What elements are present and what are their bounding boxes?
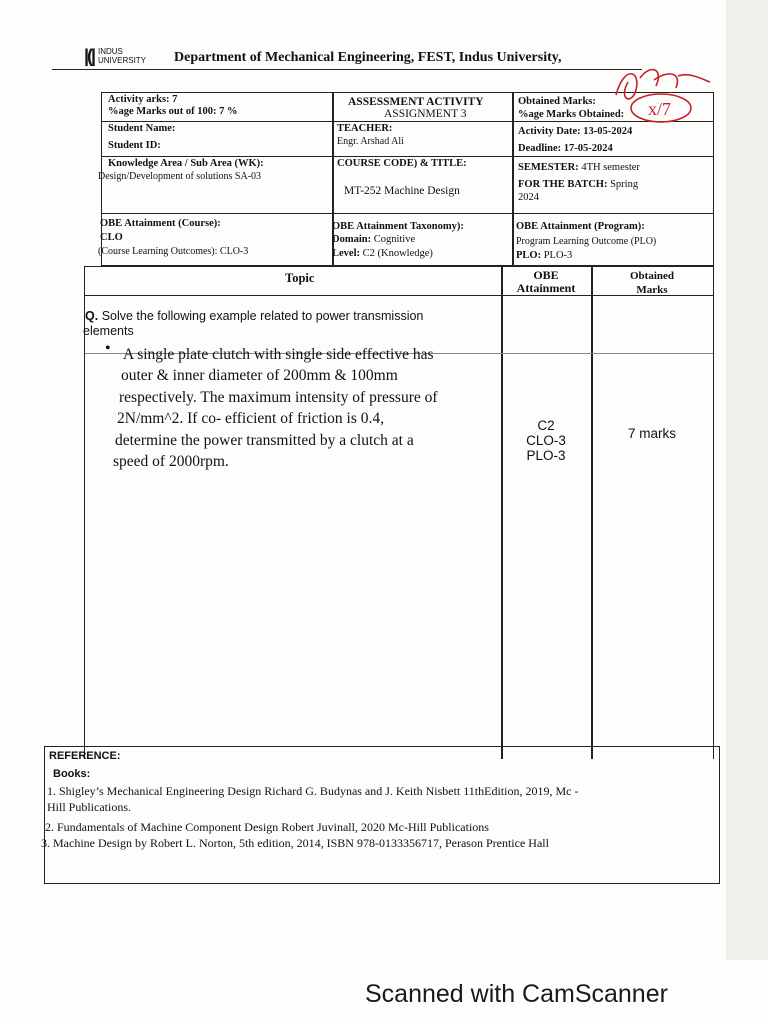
- course-label: COURSE CODE) & TITLE:: [337, 158, 467, 169]
- knowledge-area-value: Design/Development of solutions SA-03: [98, 171, 262, 182]
- percentage-marks: %age Marks out of 100: 7 %: [108, 106, 238, 117]
- logo-mark-icon: |(|: [84, 46, 95, 66]
- attain-c2: C2: [537, 418, 555, 433]
- reference-1-cont: Hill Publications.: [47, 800, 131, 814]
- problem-line-6: speed of 2000rpm.: [113, 453, 229, 470]
- obtained-marks: Obtained Marks:: [518, 96, 596, 107]
- batch-year: 2024: [518, 192, 539, 203]
- marks-value: 7 marks: [627, 426, 676, 441]
- attainment-values: [501, 418, 591, 463]
- activity-marks: Activity arks: 7: [108, 94, 178, 105]
- reference-box: [41, 746, 720, 884]
- logo-line-1: INDUS: [98, 47, 123, 56]
- plo: PLO: PLO-3: [516, 250, 573, 261]
- logo-line-2: UNIVERSITY: [98, 56, 147, 65]
- document-header: [82, 42, 622, 76]
- problem-line-1: A single plate clutch with single side effective has: [123, 346, 434, 363]
- percentage-obtained: %age Marks Obtained:: [518, 109, 625, 120]
- header-underline: [52, 69, 642, 70]
- problem-line-2: outer & inner diameter of 200mm & 100mm: [121, 367, 398, 384]
- question-prompt: Q. Solve the following example related to power transmission: [85, 309, 424, 323]
- teacher-name: Engr. Arshad Ali: [337, 136, 404, 147]
- level: Level: C2 (Knowledge): [332, 248, 433, 259]
- problem-line-3: respectively. The maximum intensity of pressure of: [119, 389, 438, 406]
- score-text: x/7: [648, 99, 672, 119]
- reference-3: 3. Machine Design by Robert L. Norton, 5th edition, 2014, ISBN 978-0133356717, Perason Prentice Hall: [41, 836, 549, 850]
- plo-description: Program Learning Outcome (PLO): [516, 236, 657, 247]
- clo-label: CLO: [100, 232, 123, 243]
- knowledge-area-label: Knowledge Area / Sub Area (WK):: [108, 158, 264, 169]
- semester: SEMESTER: 4TH semester: [518, 162, 640, 173]
- student-id: Student ID:: [108, 140, 161, 151]
- books-label: Books:: [53, 768, 91, 780]
- obe-taxonomy-label: OBE Attainment Taxonomy):: [332, 221, 464, 232]
- obe-attainment-header: OBE Attainment: [516, 268, 576, 295]
- obe-course-label: OBE Attainment (Course):: [100, 218, 221, 229]
- domain: Domain: Cognitive: [332, 234, 416, 245]
- obtained-marks-header: Obtained Marks: [629, 270, 674, 296]
- university-logo: [82, 44, 154, 70]
- attain-clo: CLO-3: [526, 433, 566, 448]
- reference-1: 1. Shigley’s Mechanical Engineering Design Richard G. Budynas and J. Keith Nisbett 11thEdition, 2019, Mc -: [47, 784, 579, 798]
- reference-title: REFERENCE:: [49, 750, 121, 762]
- department-title: Department of Mechanical Engineering, FEST, Indus University,: [174, 50, 562, 65]
- reference-2: 2. Fundamentals of Machine Component Design Robert Juvinall, 2020 Mc-Hill Publications: [45, 820, 489, 834]
- attain-plo: PLO-3: [526, 448, 566, 463]
- clo-description: (Course Learning Outcomes): CLO-3: [98, 246, 249, 257]
- question-prompt-line-2: elements: [83, 324, 134, 338]
- topic-header: Topic: [285, 271, 315, 285]
- deadline: Deadline: 17-05-2024: [518, 143, 613, 154]
- bullet-icon: •: [105, 340, 111, 357]
- obe-program-label: OBE Attainment (Program):: [516, 221, 645, 232]
- problem-line-5: determine the power transmitted by a clutch at a: [115, 432, 414, 449]
- activity-date: Activity Date: 13-05-2024: [518, 126, 633, 137]
- teacher-label: TEACHER:: [337, 123, 393, 134]
- question-table: [84, 266, 714, 759]
- student-name: Student Name:: [108, 123, 176, 134]
- assessment-title: ASSESSMENT ACTIVITY: [348, 96, 484, 108]
- problem-line-4: 2N/mm^2. If co- efficient of friction is 0.4,: [117, 410, 384, 427]
- page-edge-shadow: [726, 0, 768, 960]
- assignment-number: ASSIGNMENT 3: [384, 108, 467, 120]
- camscanner-watermark: Scanned with CamScanner: [365, 980, 668, 1008]
- course-value: MT-252 Machine Design: [344, 185, 460, 197]
- batch: FOR THE BATCH: Spring: [518, 179, 639, 190]
- grading-stamp: [606, 60, 718, 130]
